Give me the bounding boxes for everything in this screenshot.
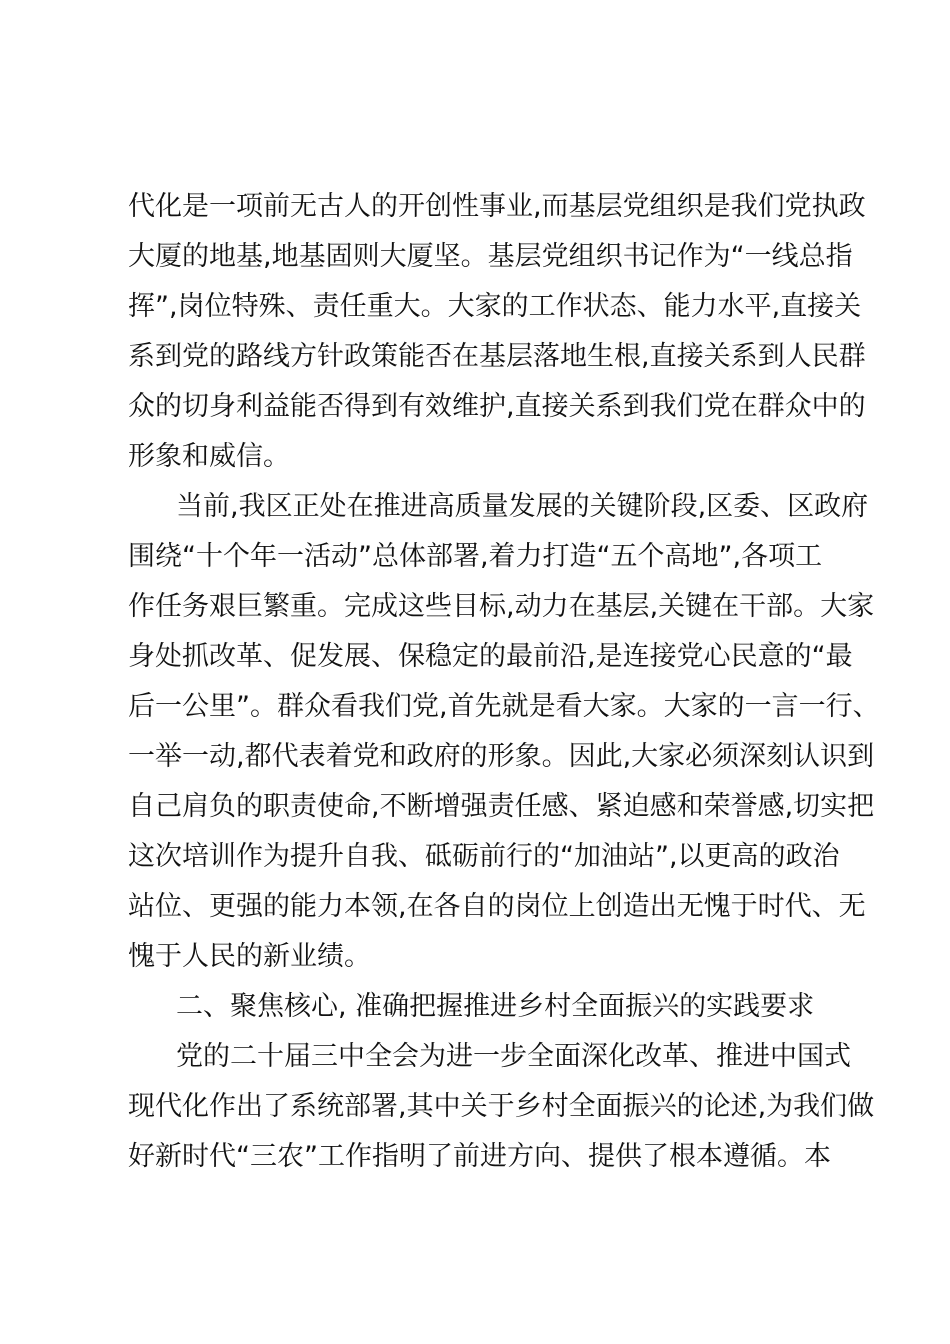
- text-line: 形象和威信。: [128, 441, 290, 472]
- text-line: 系到党的路线方针政策能否在基层落地生根,直接关系到人民群: [128, 341, 866, 372]
- text-line: 自己肩负的职责使命,不断增强责任感、紧迫感和荣誉感,切实把: [128, 791, 875, 822]
- text-line: 围绕“十个年一活动”总体部署,着力打造“五个高地”,各项工: [128, 541, 823, 572]
- text-line: 挥”,岗位特殊、责任重大。大家的工作状态、能力水平,直接关: [128, 291, 862, 322]
- text-line: 愧于人民的新业绩。: [128, 941, 371, 972]
- text-line: 一举一动,都代表着党和政府的形象。因此,大家必须深刻认识到: [128, 741, 875, 772]
- text-line: 身处抓改革、促发展、保稳定的最前沿,是连接党心民意的“最: [128, 641, 853, 672]
- text-line: 好新时代“三农”工作指明了前进方向、提供了根本遵循。本: [128, 1141, 831, 1172]
- section-heading: 二、聚焦核心, 准确把握推进乡村全面振兴的实践要求: [176, 991, 815, 1022]
- text-line: 大厦的地基,地基固则大厦坚。基层党组织书记作为“一线总指: [128, 241, 853, 272]
- text-line: 众的切身利益能否得到有效维护,直接关系到我们党在群众中的: [128, 391, 866, 422]
- text-line: 现代化作出了系统部署,其中关于乡村全面振兴的论述,为我们做: [128, 1091, 875, 1122]
- text-line: 当前,我区正处在推进高质量发展的关键阶段,区委、区政府: [176, 491, 869, 522]
- text-line: 这次培训作为提升自我、砥砺前行的“加油站”,以更高的政治: [128, 841, 840, 872]
- text-line: 后一公里”。群众看我们党,首先就是看大家。大家的一言一行、: [128, 691, 880, 722]
- text-line: 党的二十届三中全会为进一步全面深化改革、推进中国式: [176, 1041, 851, 1072]
- text-line: 代化是一项前无古人的开创性事业,而基层党组织是我们党执政: [128, 191, 866, 222]
- text-line: 站位、更强的能力本领,在各自的岗位上创造出无愧于时代、无: [128, 891, 866, 922]
- text-line: 作任务艰巨繁重。完成这些目标,动力在基层,关键在干部。大家: [128, 591, 875, 622]
